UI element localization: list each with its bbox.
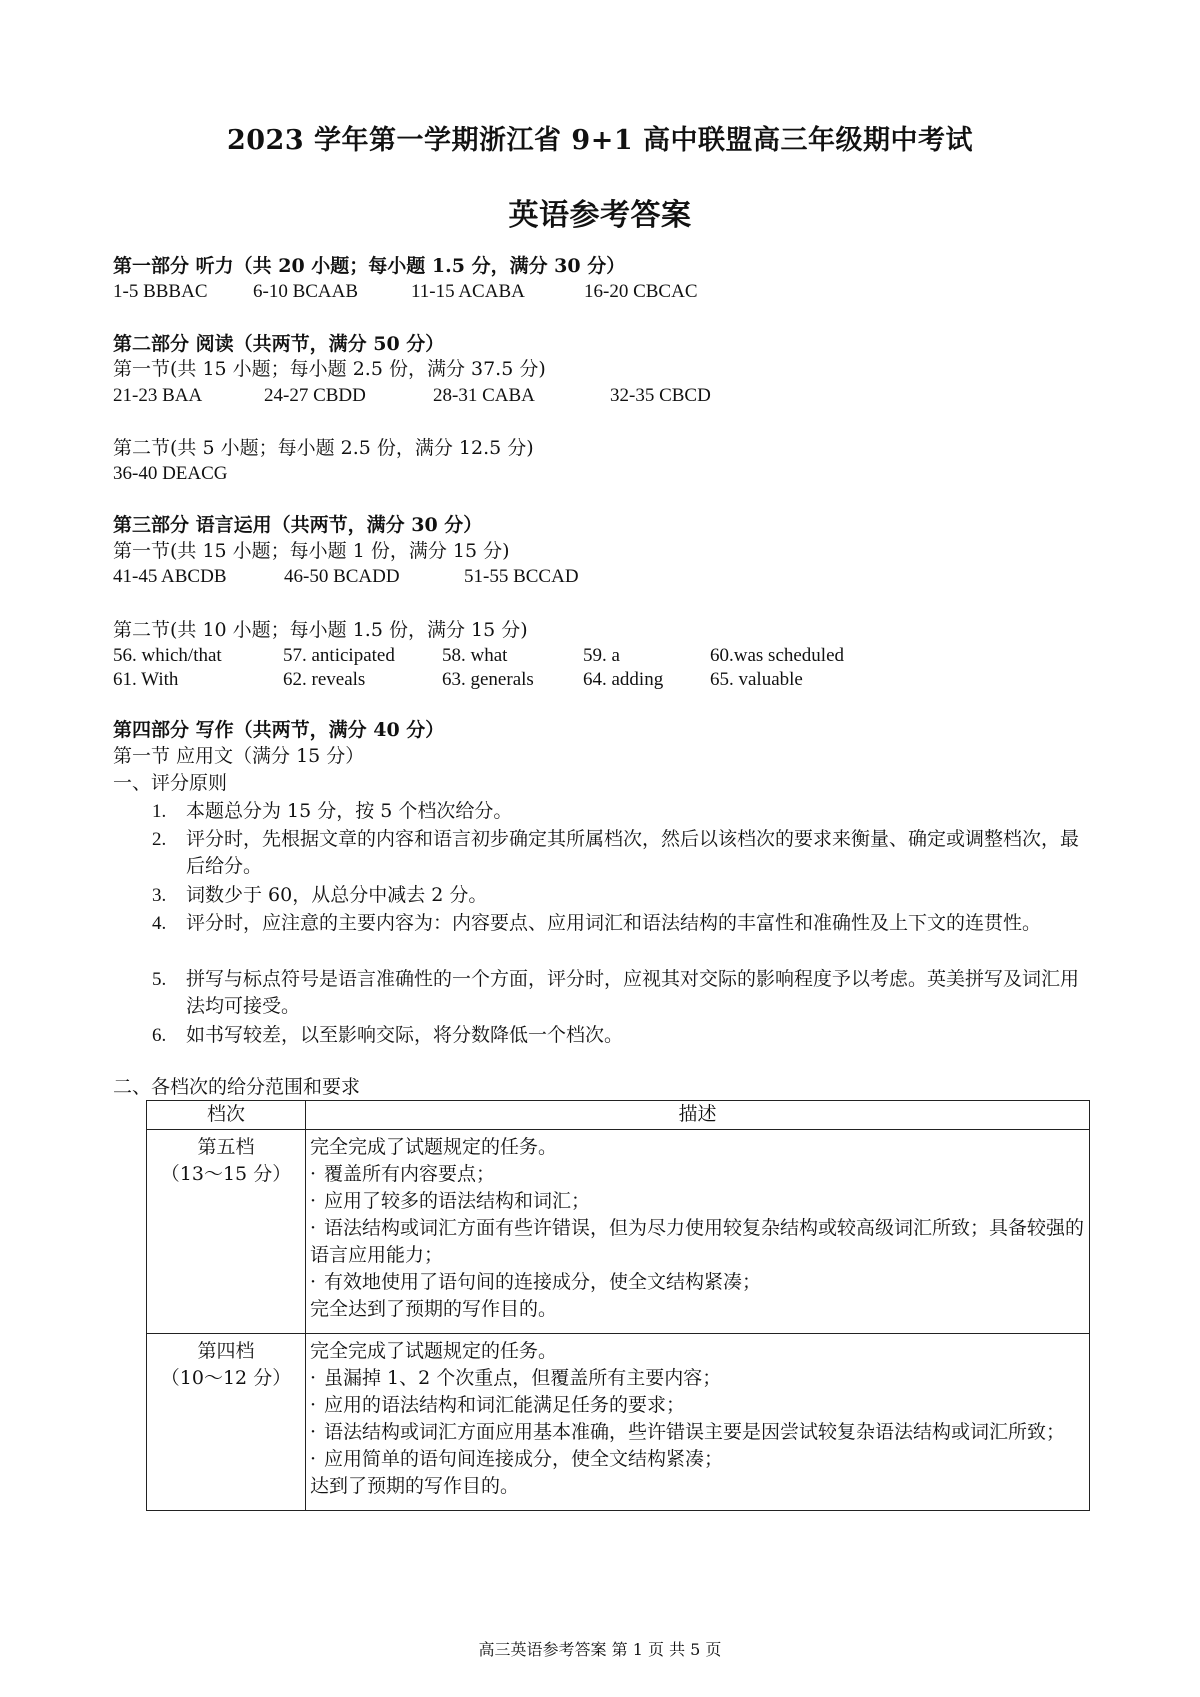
bullet-icon: · (310, 1217, 317, 1239)
answer-group: 28-31 CABA (433, 385, 535, 406)
description-text: 虽漏掉 1、2 个次重点，但覆盖所有主要内容； (324, 1367, 722, 1389)
level-cell (147, 1130, 306, 1334)
table-row (147, 1334, 1090, 1511)
description-text: 应用简单的语句间连接成分，使全文结构紧凑； (324, 1448, 724, 1470)
part3-heading: 第三部分 语言运用（共两节，满分 30 分） (113, 514, 483, 536)
level-range: （13～15 分） (160, 1163, 292, 1185)
answer-item: 57. anticipated (283, 645, 395, 666)
answer-item: 56. which/that (113, 645, 222, 666)
answer-item: 65. valuable (710, 669, 803, 690)
bullet-icon: · (310, 1367, 317, 1389)
answer-item: 59. a (583, 645, 620, 666)
principle-number: 4. (152, 913, 167, 934)
principle-text: 评分时，应注意的主要内容为：内容要点、应用词汇和语法结构的丰富性和准确性及上下文的连贯性。 (186, 912, 1042, 934)
part3-section1-heading: 第一节(共 15 小题；每小题 1 份，满分 15 分) (113, 540, 510, 562)
description-line: 完全完成了试题规定的任务。 (310, 1340, 558, 1362)
principle-item (152, 910, 1082, 937)
part2-section1-heading: 第一节(共 15 小题；每小题 2.5 份，满分 37.5 分) (113, 358, 546, 380)
exam-title: 2023 学年第一学期浙江省 9+1 高中联盟高三年级期中考试 (226, 125, 974, 156)
description-text: 有效地使用了语句间的连接成分，使全文结构紧凑； (324, 1271, 762, 1293)
description-line (310, 1269, 1089, 1296)
principle-item (152, 798, 1082, 825)
answer-group: 24-27 CBDD (264, 385, 366, 406)
answer-group: 16-20 CBCAC (584, 281, 698, 302)
answer-item: 64. adding (583, 669, 664, 690)
answer-item: 58. what (442, 645, 508, 666)
description-line (310, 1365, 1089, 1392)
answer-group: 41-45 ABCDB (113, 566, 227, 587)
principle-number: 3. (152, 885, 167, 906)
document-subtitle: 英语参考答案 (508, 198, 692, 233)
answer-item: 61. With (113, 669, 179, 690)
principle-item (152, 966, 1082, 1020)
description-text: 语法结构或词汇方面应用基本准确，些许错误主要是因尝试较复杂语法结构或词汇所致； (324, 1421, 1066, 1443)
principle-text: 如书写较差，以至影响交际，将分数降低一个档次。 (186, 1024, 624, 1046)
principle-text: 本题总分为 15 分，按 5 个档次给分。 (186, 800, 513, 822)
principle-text: 词数少于 60，从总分中减去 2 分。 (186, 884, 488, 906)
description-line (310, 1188, 1089, 1215)
part2-heading: 第二部分 阅读（共两节，满分 50 分） (113, 333, 445, 355)
part1-heading: 第一部分 听力（共 20 小题；每小题 1.5 分，满分 30 分） (113, 255, 626, 277)
table-row (147, 1130, 1090, 1334)
description-line (310, 1392, 1089, 1419)
description-text: 应用的语法结构和词汇能满足任务的要求； (324, 1394, 686, 1416)
description-line: 完全达到了预期的写作目的。 (310, 1298, 558, 1320)
description-line (310, 1446, 1089, 1473)
description-text: 语法结构或词汇方面有些许错误，但为尽力使用较复杂结构或较高级词汇所致；具备较强的语言应用能力； (310, 1217, 1085, 1266)
description-cell (306, 1334, 1090, 1511)
bullet-icon: · (310, 1271, 317, 1293)
principles-heading: 一、评分原则 (113, 772, 228, 794)
level-range: （10～12 分） (160, 1367, 292, 1389)
bullet-icon: · (310, 1421, 317, 1443)
column-header-level: 档次 (147, 1101, 306, 1130)
description-line: 完全完成了试题规定的任务。 (310, 1136, 558, 1158)
principle-number: 1. (152, 801, 167, 822)
answer-item: 63. generals (442, 669, 534, 690)
principle-item (152, 826, 1082, 880)
principle-text: 评分时，先根据文章的内容和语言初步确定其所属档次，然后以该档次的要求来衡量、确定或调整档次，最后给分。 (186, 828, 1080, 877)
principle-number: 5. (152, 969, 167, 990)
table-header-row (147, 1101, 1090, 1130)
bullet-icon: · (310, 1190, 317, 1212)
principle-item (152, 882, 1082, 909)
part3-section2-heading: 第二节(共 10 小题；每小题 1.5 份，满分 15 分) (113, 619, 528, 641)
principle-item (152, 1022, 1082, 1049)
bullet-icon: · (310, 1448, 317, 1470)
answer-item: 60.was scheduled (710, 645, 845, 666)
principle-text: 拼写与标点符号是语言准确性的一个方面，评分时，应视其对交际的影响程度予以考虑。英美拼写及词汇用法均可接受。 (186, 968, 1080, 1017)
description-text: 应用了较多的语法结构和词汇； (324, 1190, 591, 1212)
page-footer: 高三英语参考答案 第 1 页 共 5 页 (478, 1640, 722, 1659)
description-line (310, 1419, 1089, 1446)
answer-group: 1-5 BBBAC (113, 281, 208, 302)
grading-table (146, 1100, 1090, 1511)
principle-number: 2. (152, 829, 167, 850)
level-name: 第五档 (197, 1136, 255, 1158)
description-text: 覆盖所有内容要点； (324, 1163, 496, 1185)
part2-section2-heading: 第二节(共 5 小题；每小题 2.5 份，满分 12.5 分) (113, 437, 534, 459)
answer-group: 51-55 BCCAD (464, 566, 579, 587)
answer-group: 32-35 CBCD (610, 385, 711, 406)
column-header-description: 描述 (306, 1101, 1090, 1130)
bullet-icon: · (310, 1394, 317, 1416)
answer-item: 62. reveals (283, 669, 366, 690)
level-cell (147, 1334, 306, 1511)
description-cell (306, 1130, 1090, 1334)
ranges-heading: 二、各档次的给分范围和要求 (113, 1076, 361, 1098)
answer-group: 21-23 BAA (113, 385, 203, 406)
part4-section1-heading: 第一节 应用文（满分 15 分） (113, 745, 365, 767)
bullet-icon: · (310, 1163, 317, 1185)
answer-group: 36-40 DEACG (113, 463, 228, 484)
answer-group: 46-50 BCADD (284, 566, 400, 587)
description-line: 达到了预期的写作目的。 (310, 1475, 520, 1497)
answer-group: 6-10 BCAAB (253, 281, 359, 302)
description-line (310, 1161, 1089, 1188)
part4-heading: 第四部分 写作（共两节，满分 40 分） (113, 719, 445, 741)
level-name: 第四档 (197, 1340, 255, 1362)
description-line (310, 1215, 1089, 1269)
answer-group: 11-15 ACABA (411, 281, 525, 302)
principle-number: 6. (152, 1025, 167, 1046)
